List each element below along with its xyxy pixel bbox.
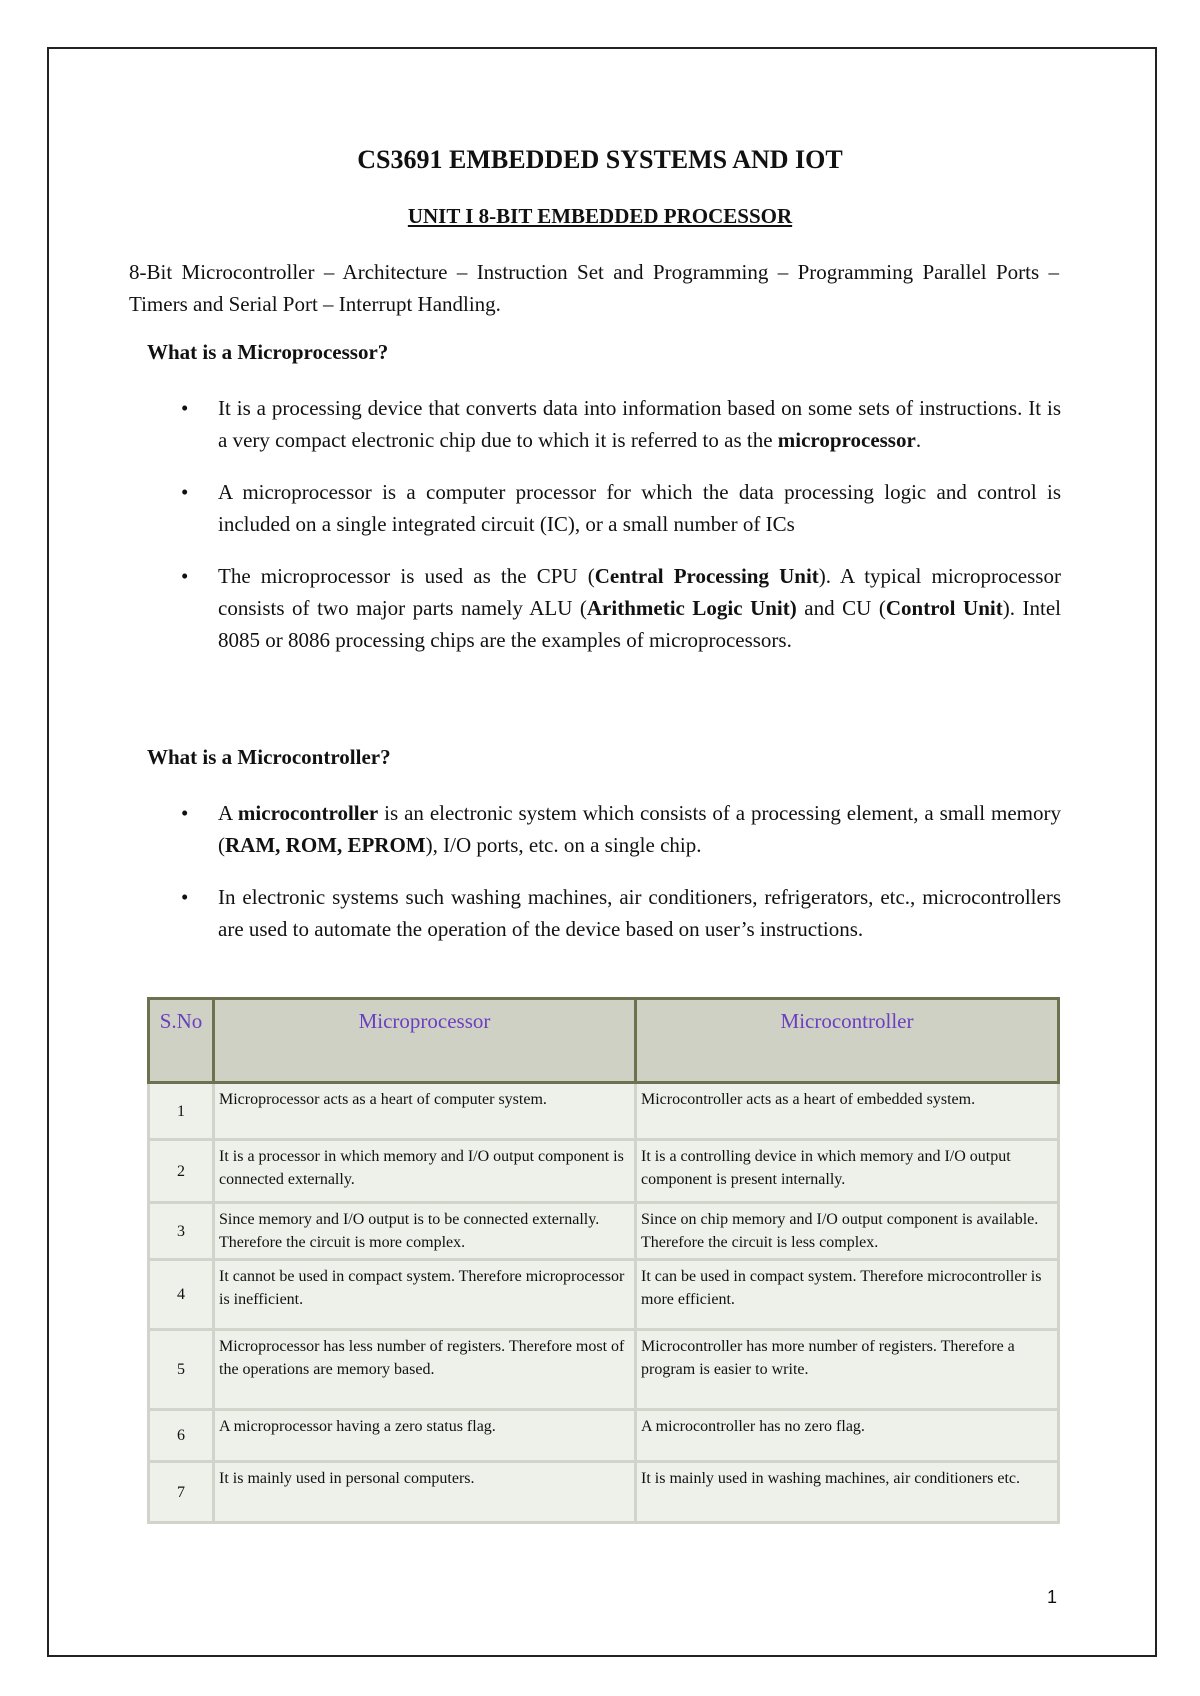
list-item: • A microcontroller is an electronic system which consists of a processing element, a small memory (RAM, ROM, EPROM), I/O ports, etc. on a single chip. <box>181 797 1061 861</box>
bullet-icon: • <box>181 801 189 825</box>
microcontroller-cell: Microcontroller acts as a heart of embedded system. <box>636 1083 1059 1140</box>
page-number: 1 <box>1047 1587 1058 1607</box>
microprocessor-cell: It is mainly used in personal computers. <box>214 1462 636 1523</box>
microprocessor-cell: Microprocessor has less number of registers. Therefore most of the operations are memory based. <box>214 1330 636 1410</box>
bullet-icon: • <box>181 480 189 504</box>
table-row <box>149 1140 1059 1203</box>
microcontroller-cell: A microcontroller has no zero flag. <box>636 1410 1059 1462</box>
header-microprocessor: Microprocessor <box>214 999 636 1083</box>
row-number: 3 <box>149 1203 214 1260</box>
microcontroller-cell: Since on chip memory and I/O output component is available. Therefore the circuit is less complex. <box>636 1203 1059 1260</box>
unit-heading: UNIT I 8-BIT EMBEDDED PROCESSOR <box>407 204 793 228</box>
bullet-icon: • <box>181 396 189 420</box>
table-row <box>149 1330 1059 1410</box>
row-number: 6 <box>149 1410 214 1462</box>
microprocessor-cell: A microprocessor having a zero status flag. <box>214 1410 636 1462</box>
microprocessor-cell: Since memory and I/O output is to be connected externally. Therefore the circuit is more complex. <box>214 1203 636 1260</box>
microprocessor-cell: It is a processor in which memory and I/O output component is connected externally. <box>214 1140 636 1203</box>
microcontroller-cell: It is mainly used in washing machines, air conditioners etc. <box>636 1462 1059 1523</box>
microcontroller-cell: It can be used in compact system. Therefore microcontroller is more efficient. <box>636 1260 1059 1330</box>
microcontroller-heading: What is a Microcontroller? <box>147 745 391 769</box>
microprocessor-cell: It cannot be used in compact system. Therefore microprocessor is inefficient. <box>214 1260 636 1330</box>
microcontroller-cell: Microcontroller has more number of registers. Therefore a program is easier to write. <box>636 1330 1059 1410</box>
document-title: CS3691 EMBEDDED SYSTEMS AND IOT <box>357 145 843 174</box>
row-number: 4 <box>149 1260 214 1330</box>
header-microcontroller: Microcontroller <box>636 999 1059 1083</box>
table-row <box>149 1260 1059 1330</box>
microprocessor-bullet-list <box>181 392 1061 656</box>
list-item: • The microprocessor is used as the CPU (Central Processing Unit). A typical microprocessor consists of two major parts namely ALU (Arithmetic Logic Unit) and CU (Control Unit). Intel 8085 or 8086 processing chips are the examples of microprocessors. <box>181 560 1061 656</box>
table-header-row <box>149 999 1059 1083</box>
row-number: 7 <box>149 1462 214 1523</box>
row-number: 2 <box>149 1140 214 1203</box>
table-row <box>149 1203 1059 1260</box>
table-row <box>149 1462 1059 1523</box>
row-number: 1 <box>149 1083 214 1140</box>
row-number: 5 <box>149 1330 214 1410</box>
bullet-icon: • <box>181 885 189 909</box>
microcontroller-bullet-list <box>181 797 1061 945</box>
microcontroller-cell: It is a controlling device in which memory and I/O output component is present internally. <box>636 1140 1059 1203</box>
header-sno: S.No <box>149 999 214 1083</box>
list-item: • In electronic systems such washing machines, air conditioners, refrigerators, etc., microcontrollers are used to automate the operation of the device based on user’s instructions. <box>181 881 1061 945</box>
table-row <box>149 1410 1059 1462</box>
bullet-icon: • <box>181 564 189 588</box>
microprocessor-heading: What is a Microprocessor? <box>147 340 389 364</box>
comparison-table <box>147 997 1060 1524</box>
microprocessor-cell: Microprocessor acts as a heart of computer system. <box>214 1083 636 1140</box>
syllabus-text: 8-Bit Microcontroller – Architecture – Instruction Set and Programming – Programming Parallel Ports – Timers and Serial Port – Interrupt Handling. <box>129 260 1059 316</box>
list-item: • It is a processing device that converts data into information based on some sets of instructions. It is a very compact electronic chip due to which it is referred to as the microprocessor. <box>181 392 1061 456</box>
list-item: • A microprocessor is a computer processor for which the data processing logic and control is included on a single integrated circuit (IC), or a small number of ICs <box>181 476 1061 540</box>
table-row <box>149 1083 1059 1140</box>
